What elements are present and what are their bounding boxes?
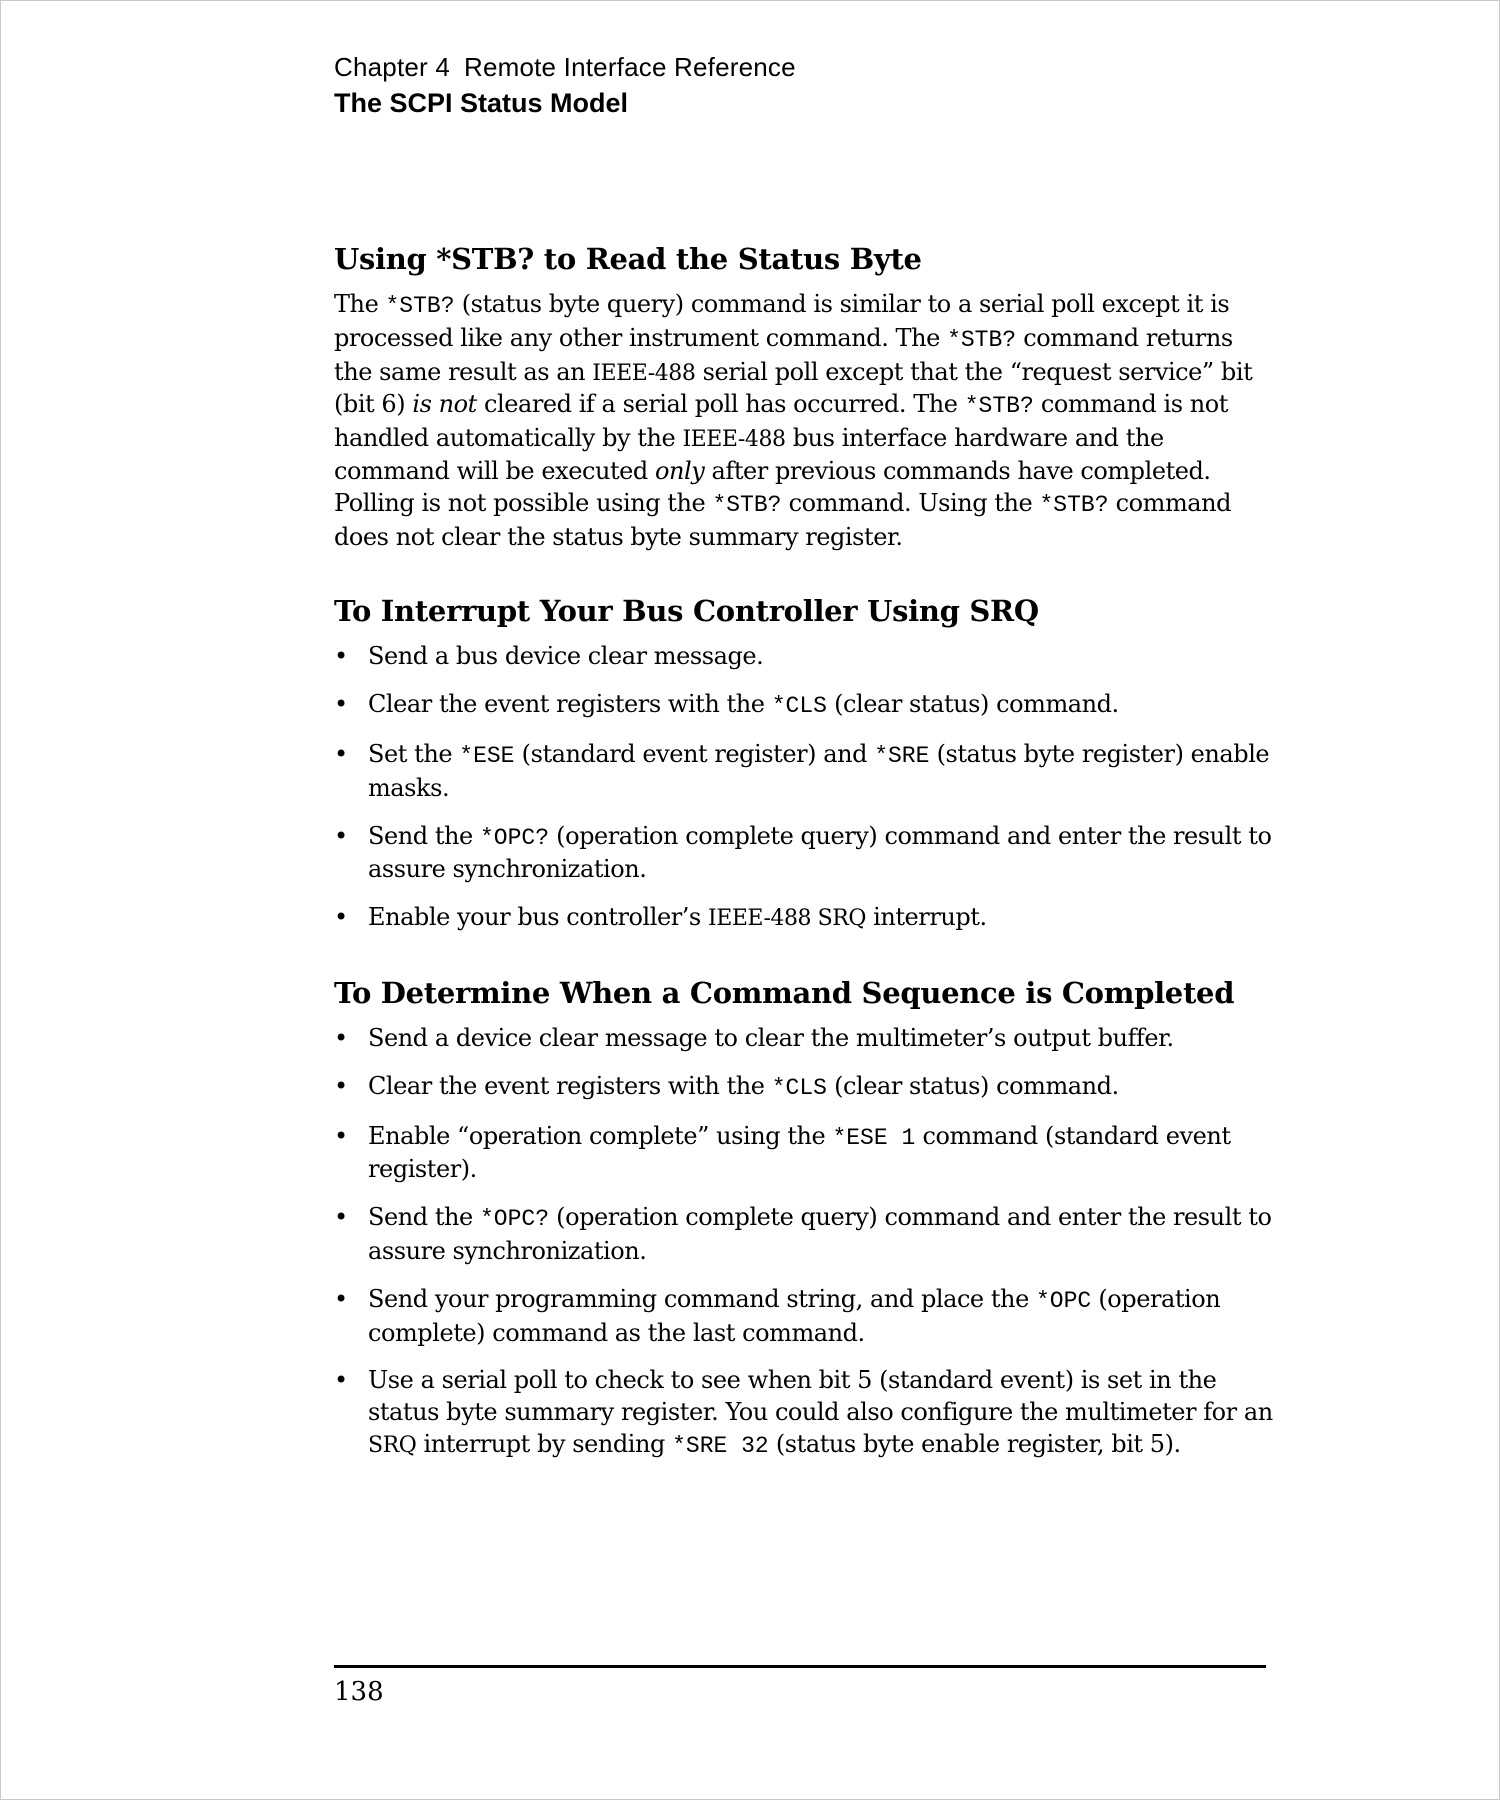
list-item-text: Send a device clear message to clear the multimeter’s output buffer. [368, 1023, 1174, 1052]
list-item [334, 1071, 1274, 1105]
bullet-list-srq [334, 641, 1274, 935]
command-code: *CLS [771, 693, 827, 720]
command-code: *OPC? [479, 1206, 549, 1233]
acronym-text: IEEE-488 [592, 360, 696, 386]
main-content [334, 239, 1274, 1479]
list-item-text: Enable “operation complete” using the *ESE 1 command (standard event register). [368, 1121, 1231, 1184]
list-item [334, 1121, 1274, 1187]
list-item [334, 1284, 1274, 1350]
heading-srq: To Interrupt Your Bus Controller Using SRQ [334, 594, 1039, 629]
list-item-text: Enable your bus controller’s IEEE-488 SRQ interrupt. [368, 903, 987, 932]
command-code: *SRE [874, 742, 930, 769]
chapter-title: Remote Interface Reference [463, 52, 796, 82]
acronym-text: SRQ [368, 1432, 417, 1458]
list-item-text: Send your programming command string, and place the *OPC (operation complete) command as the last command. [368, 1284, 1221, 1347]
bullet-icon: • [334, 903, 348, 932]
list-item-text: Send the *OPC? (operation complete query) command and enter the result to assure synchronization. [368, 821, 1272, 884]
paragraph-stb: The *STB? (status byte query) command is similar to a serial poll except it is processed like any other instrument command. The *STB? command returns the same result as an IEEE-488 serial poll except that the “request service” bit (bit 6) is not cleared if a serial poll has occurred. The *STB? command is not handled automatically by the IEEE-488 bus interface hardware and the command will be executed only after previous commands have completed. Polling is not possible using the *STB? command. Using the *STB? command does not clear the status byte summary register. [334, 290, 1253, 551]
list-item [334, 902, 1274, 935]
chapter-label: Chapter 4 [334, 52, 450, 82]
section-sequence [334, 973, 1274, 1463]
command-code: *STB? [712, 491, 782, 518]
list-item-text: Use a serial poll to check to see when bit 5 (standard event) is set in the status byte summary register. You could also configure the multimeter for an SRQ interrupt by sending *SRE 32 (status byte enable register, bit 5). [368, 1366, 1273, 1459]
emphasis-text: is not [412, 390, 477, 419]
bullet-icon: • [334, 1284, 348, 1313]
command-code: *STB? [1039, 491, 1109, 518]
command-code: *ESE 1 [832, 1124, 916, 1151]
list-item-text: Clear the event registers with the *CLS (clear status) command. [368, 690, 1119, 720]
bullet-list-sequence [334, 1023, 1274, 1463]
command-code: *OPC [1036, 1287, 1092, 1314]
list-item-text: Clear the event registers with the *CLS (clear status) command. [368, 1071, 1119, 1101]
heading-sequence: To Determine When a Command Sequence is Completed [334, 975, 1235, 1010]
bullet-icon: • [334, 1366, 348, 1395]
acronym-text: IEEE-488 [682, 427, 786, 453]
command-code: *OPC? [479, 824, 549, 851]
list-item [334, 641, 1274, 673]
bullet-icon: • [334, 821, 348, 850]
command-code: *STB? [964, 393, 1034, 420]
bullet-icon: • [334, 690, 348, 719]
list-item [334, 689, 1274, 723]
list-item [334, 1023, 1274, 1055]
command-code: *STB? [947, 326, 1017, 353]
list-item-text: Set the *ESE (standard event register) and *SRE (status byte register) enable masks. [368, 739, 1270, 802]
list-item [334, 739, 1274, 805]
list-item-text: Send a bus device clear message. [368, 642, 764, 671]
chapter-line [334, 49, 796, 85]
section-srq [334, 591, 1274, 935]
footer-rule [334, 1665, 1266, 1668]
bullet-icon: • [334, 642, 348, 671]
heading-stb: Using *STB? to Read the Status Byte [334, 242, 922, 276]
list-item-text: Send the *OPC? (operation complete query) command and enter the result to assure synchronization. [368, 1203, 1272, 1265]
bullet-icon: • [334, 1023, 348, 1052]
list-item [334, 1365, 1274, 1462]
bullet-icon: • [334, 1121, 348, 1150]
page-number: 138 [334, 1677, 384, 1707]
command-code: *ESE [459, 742, 515, 769]
section-title: The SCPI Status Model [334, 88, 629, 118]
emphasis-text: only [655, 456, 705, 485]
command-code: *STB? [385, 293, 455, 319]
running-header [334, 49, 796, 121]
bullet-icon: • [334, 1203, 348, 1232]
bullet-icon: • [334, 739, 348, 768]
list-item [334, 821, 1274, 887]
command-code: *SRE 32 [672, 1432, 769, 1459]
list-item [334, 1202, 1274, 1268]
bullet-icon: • [334, 1071, 348, 1100]
acronym-text: IEEE-488 SRQ [707, 906, 866, 932]
command-code: *CLS [771, 1074, 827, 1101]
section-stb [334, 239, 1274, 553]
